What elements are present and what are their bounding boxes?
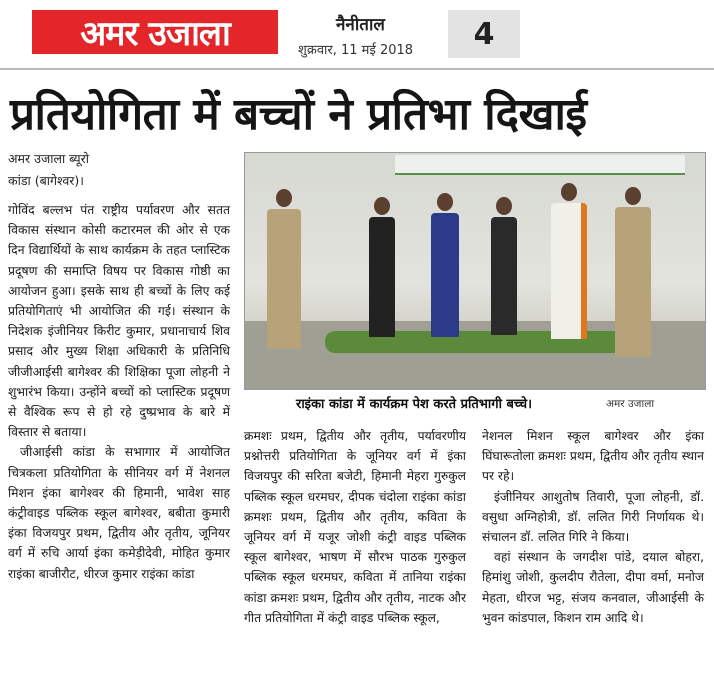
article-column-3 — [482, 426, 704, 628]
photo-caption: राइंका कांडा में कार्यक्रम पेश करते प्रतिभागी बच्चे। — [296, 397, 533, 412]
article-paragraph: क्रमशः प्रथम, द्वितीय और तृतीय, पर्यावरणीय प्रश्नोत्तरी प्रतियोगिता के जूनियर वर्ग में इंका विजयपुर की सरिता बजेटी, हिमानी मेहरा गुरुकुल पब्लिक स्कूल धरमघर, दीपक चंदोला राइंका कांडा क्रमशः प्रथम, द्वितीय और तृतीय, कविता के जूनियर वर्ग में यजूर जोशी कंट्री वाइड पब्लिक स्कूल बागेश्वर, भाषण में सौरभ पाठक गुरुकुल पब्लिक स्कूल धरमघर, कविता में तानिया राइंका कांडा क्रमशः प्रथम, द्वितीय और तृतीय, नाटक और गीत प्रतियोगिता में कंट्री वाइड पब्लिक स्कूल, — [244, 429, 466, 625]
page-number: 4 — [448, 10, 520, 58]
newspaper-logo: अमर उजाला — [32, 10, 278, 54]
article-paragraph: वहां संस्थान के जगदीश पांडे, दयाल बोहरा, हिमांशु जोशी, कुलदीप रौतेला, दीपा वर्मा, मनोज मेहता, धीरज भट्ट, संजय कनवाल, जीआईसी के भुवन कांडपाल, किशन राम आदि थे। — [482, 550, 704, 625]
photo-student-figure — [551, 183, 587, 339]
article-column-2 — [244, 426, 466, 628]
photo-wall-banner — [395, 155, 685, 175]
article-byline: अमर उजाला ब्यूरो — [8, 151, 89, 166]
edition-city: नैनीताल — [336, 15, 385, 35]
article-paragraph: जीआईसी कांडा के सभागार में आयोजित चित्रकला प्रतियोगिता के सीनियर वर्ग में नेशनल मिशन इंका बागेश्वर की हिमानी, भावेश साह कंट्रीवाइड पब्लिक स्कूल बागेश्वर, बबीता कुमारी इंका विजयपुर प्रथम, द्वितीय और तृतीय, जूनियर वर्ग में रुचि आर्या इंका कमेड़ीदेवी, मोहित कुमार राइंका बाजीरौट, धीरज कुमार राइंका कांडा — [8, 445, 230, 581]
photo-student-figure — [267, 189, 301, 349]
article-photo — [244, 152, 706, 390]
article-paragraph: नेशनल मिशन स्कूल बागेश्वर और इंका घिंघारूतोला क्रमशः प्रथम, द्वितीय और तृतीय स्थान पर रहे। — [482, 429, 704, 484]
article-column-1 — [8, 200, 230, 584]
article-headline: प्रतियोगिता में बच्चों ने प्रतिभा दिखाई — [10, 89, 587, 140]
masthead-divider — [0, 68, 714, 70]
photo-student-figure — [491, 197, 517, 335]
article-paragraph: इंजीनियर आशुतोष तिवारी, पूजा लोहनी, डॉ. वसुधा अग्निहोत्री, डॉ. ललित गिरी निर्णायक थे। संचालन डॉ. ललित गिरि ने किया। — [482, 489, 704, 545]
photo-student-figure — [369, 197, 395, 337]
photo-credit: अमर उजाला — [606, 398, 655, 410]
article-dateline: कांडा (बागेश्वर)। — [8, 173, 85, 188]
edition-date: शुक्रवार, 11 मई 2018 — [298, 43, 414, 58]
masthead — [0, 0, 714, 70]
photo-student-figure — [431, 193, 459, 337]
photo-student-figure — [615, 187, 651, 357]
article-paragraph: गोविंद बल्लभ पंत राष्ट्रीय पर्यावरण और सतत विकास संस्थान कोसी कटारमल की ओर से एक दिन विद्यार्थियों के साथ कार्यक्रम के तहत प्लास्टिक प्रदूषण की समाप्ति विषय पर विकास गोष्ठी का आयोजन हुआ। इसके साथ ही बच्चों के लिए कई प्रतियोगिताएं भी आयोजित की गई। संस्थान के निदेशक इंजीनियर किरीट कुमार, प्रधानाचार्य शिव प्रसाद और मुख्य शिक्षा अधिकारी के प्रतिनिधि जीजीआईसी बागेश्वर की शिक्षिका पूजा लोहनी ने शुभारंभ किया। उन्होंने बच्चों को प्लास्टिक प्रदूषण से वैश्विक रूप से हो रहे दुष्प्रभाव के बारे में विस्तार से बताया। — [8, 203, 230, 440]
